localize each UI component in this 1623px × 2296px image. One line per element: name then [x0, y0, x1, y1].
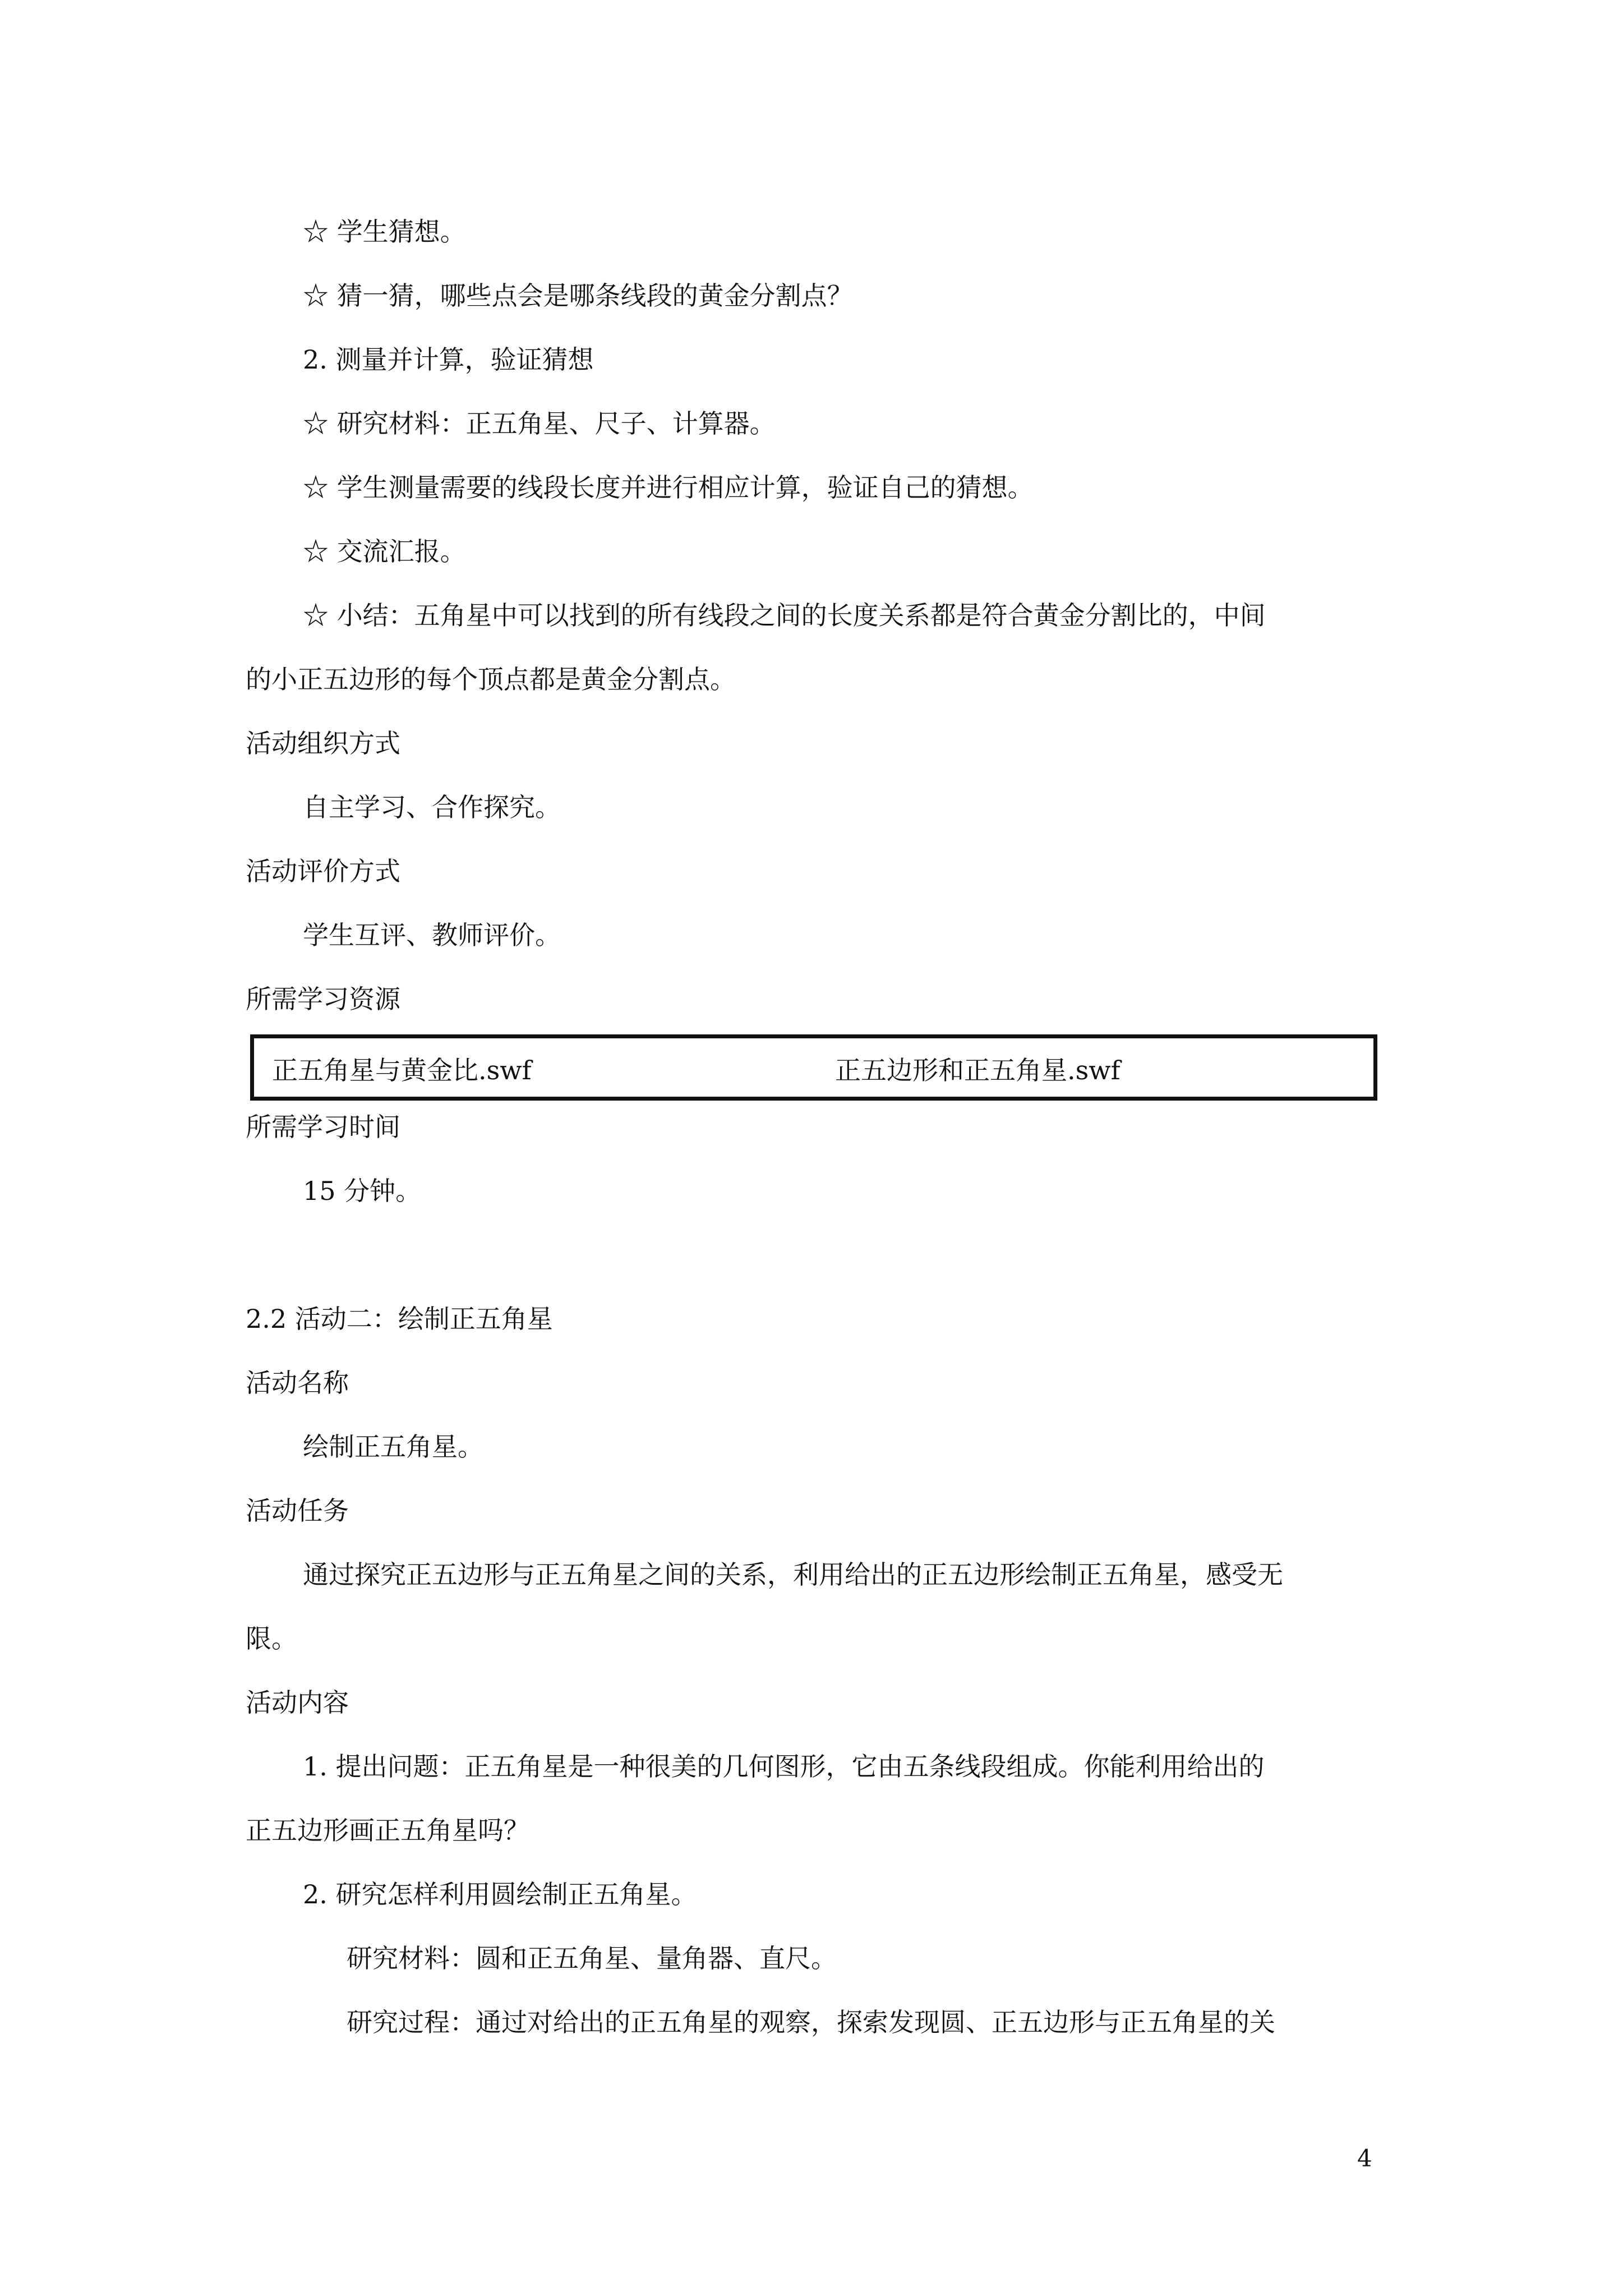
heading-organization: 活动组织方式 — [246, 728, 400, 758]
resource-file-golden-ratio: 正五角星与黄金比.swf — [272, 1055, 532, 1085]
bullet-report: ☆ 交流汇报。 — [303, 536, 466, 567]
resource-table — [250, 1034, 1377, 1101]
time-text: 15 分钟。 — [303, 1176, 422, 1206]
resource-file-pentagon: 正五边形和正五角星.swf — [835, 1055, 1121, 1085]
heading-activity-task: 活动任务 — [246, 1496, 349, 1526]
heading-time: 所需学习时间 — [246, 1112, 400, 1142]
bullet-research-materials: ☆ 研究材料：正五角星、尺子、计算器。 — [303, 408, 776, 439]
activity-task-continuation: 限。 — [246, 1623, 297, 1654]
heading-evaluation: 活动评价方式 — [246, 856, 400, 886]
bullet-summary: ☆ 小结：五角星中可以找到的所有线段之间的长度关系都是符合黄金分割比的，中间 — [303, 600, 1266, 631]
bullet-guess-points: ☆ 猜一猜，哪些点会是哪条线段的黄金分割点？ — [303, 280, 853, 311]
heading-resources: 所需学习资源 — [246, 984, 400, 1014]
bullet-student-guess: ☆ 学生猜想。 — [303, 217, 466, 247]
heading-activity-name: 活动名称 — [246, 1368, 349, 1398]
content-step-two: 2. 研究怎样利用圆绘制正五角星。 — [303, 1879, 697, 1910]
summary-continuation: 的小正五边形的每个顶点都是黄金分割点。 — [246, 664, 736, 694]
section-heading-activity-two: 2.2 活动二：绘制正五角星 — [246, 1304, 553, 1334]
research-materials-text: 研究材料：圆和正五角星、量角器、直尺。 — [347, 1943, 837, 1973]
page-number: 4 — [1357, 2145, 1372, 2172]
organization-text: 自主学习、合作探究。 — [303, 792, 561, 822]
content-step-one-continuation: 正五边形画正五角星吗？ — [246, 1815, 529, 1846]
step-measure-verify: 2. 测量并计算，验证猜想 — [303, 344, 594, 375]
activity-name-text: 绘制正五角星。 — [303, 1432, 483, 1462]
content-step-one: 1. 提出问题：正五角星是一种很美的几何图形，它由五条线段组成。你能利用给出的 — [303, 1751, 1265, 1782]
evaluation-text: 学生互评、教师评价。 — [303, 920, 561, 950]
activity-task-text: 通过探究正五边形与正五角星之间的关系，利用给出的正五边形绘制正五角星，感受无 — [303, 1559, 1283, 1590]
bullet-measure-lengths: ☆ 学生测量需要的线段长度并进行相应计算，验证自己的猜想。 — [303, 472, 1034, 503]
research-process-text: 研究过程：通过对给出的正五角星的观察，探索发现圆、正五边形与正五角星的关 — [347, 2007, 1275, 2037]
heading-activity-content: 活动内容 — [246, 1687, 349, 1718]
